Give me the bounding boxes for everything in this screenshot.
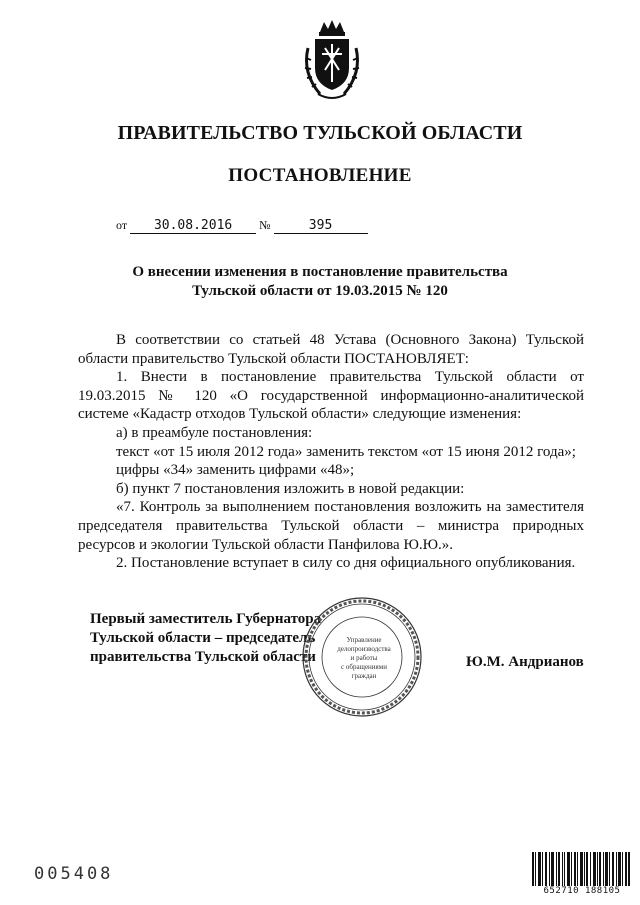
date-number-line <box>116 218 368 234</box>
paragraph-item-2: 2. Постановление вступает в силу со дня официального опубликования. <box>116 555 576 572</box>
stamp-line-2: делопроизводства <box>337 645 391 653</box>
paragraph-number-change: цифры «34» заменить цифрами «48»; <box>116 462 355 479</box>
paragraph-preamble: В соответствии со статьей 48 Устава (Основного Закона) Тульской области правительство Тульской области ПОСТАНОВЛЯЕТ: <box>78 332 584 367</box>
date-label: от <box>116 218 128 232</box>
stamp-line-3: и работы <box>350 654 378 662</box>
position-line-2: Тульской области – председатель <box>90 630 316 646</box>
signatory-name: Ю.М. Андрианов <box>466 654 584 670</box>
document-number: 395 <box>274 219 368 234</box>
subject-line-2: Тульской области от 19.03.2015 № 120 <box>192 283 448 299</box>
stamp-line-1: Управление <box>346 636 382 644</box>
subject-line-1: О внесении изменения в постановление правительства <box>132 264 508 280</box>
stamp-text <box>322 636 406 681</box>
barcode-icon <box>532 852 630 886</box>
coat-of-arms-emblem <box>300 18 364 102</box>
position-line-3: правительства Тульской области <box>90 649 316 665</box>
document-type: ПОСТАНОВЛЕНИЕ <box>228 165 412 186</box>
paragraph-item-7: «7. Контроль за выполнением постановления возложить на заместителя председателя правительства Тульской области – министра природных ресурсов и экологии Тульской области Панфилова Ю.Ю.». <box>78 499 584 553</box>
barcode-number: 652710 188105 <box>543 886 621 896</box>
paragraph-item-b: б) пункт 7 постановления изложить в новой редакции: <box>116 480 465 497</box>
signatory-position <box>90 610 321 667</box>
paragraph-item-1: 1. Внести в постановление правительства Тульской области от 19.03.2015 № 120 «О государственной информационно-аналитической системе «Кадастр отходов Тульской области» следующие изменения: <box>78 369 584 423</box>
document-date: 30.08.2016 <box>130 219 256 234</box>
stamp-line-5: граждан <box>351 672 377 680</box>
number-label: № <box>259 218 271 232</box>
paragraph-text-change: текст «от 15 июля 2012 года» заменить текстом «от 15 июня 2012 года»; <box>116 443 576 460</box>
paragraph-item-a: а) в преамбуле постановления: <box>116 424 313 441</box>
serial-number: 005408 <box>34 864 114 884</box>
stamp-line-4: с обращениями <box>341 663 387 671</box>
government-title: ПРАВИТЕЛЬСТВО ТУЛЬСКОЙ ОБЛАСТИ <box>117 122 523 144</box>
document-subject <box>0 263 640 301</box>
position-line-1: Первый заместитель Губернатора <box>90 611 322 627</box>
document-body <box>78 331 584 573</box>
